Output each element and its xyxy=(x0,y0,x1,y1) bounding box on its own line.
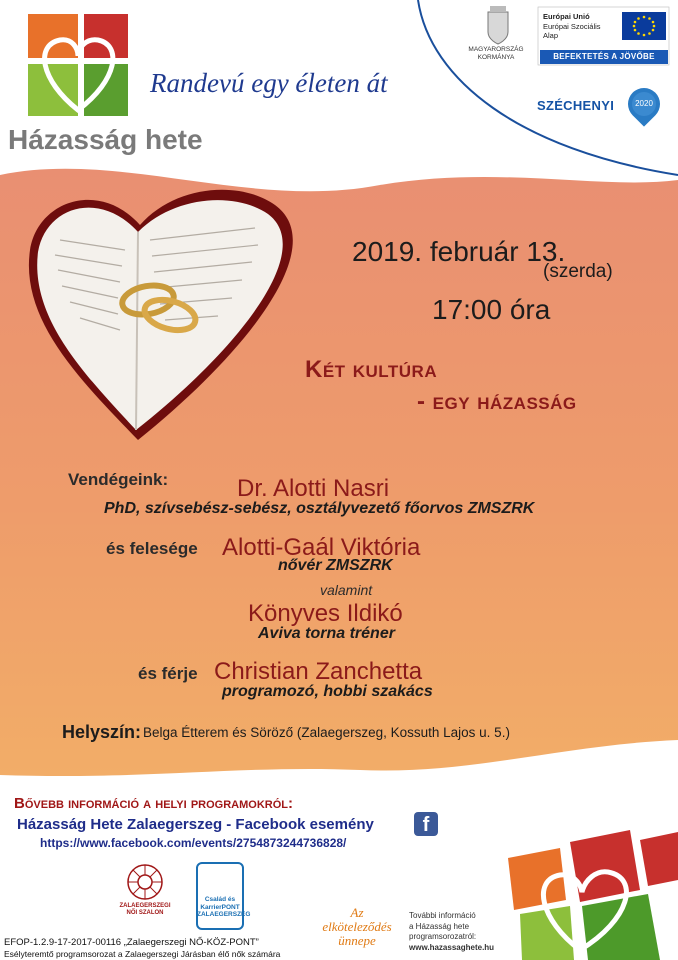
guest1-role: PhD, szívsebész-sebész, osztályvezető főorvos ZMSZRK xyxy=(104,500,535,517)
eu-banner: BEFEKTETÉS A JÖVŐBE xyxy=(540,50,668,64)
elkotelezodes-logo xyxy=(312,906,402,948)
more-info-line1: További információ xyxy=(409,911,476,920)
ck-label-line3: ZALAEGERSZEG xyxy=(197,911,251,918)
eu-text-line1: Európai Unió xyxy=(543,12,590,21)
csaladkarrier-label xyxy=(197,896,251,919)
event-title-line1: Két kultúra xyxy=(305,356,438,383)
more-info-url-link[interactable]: www.hazassaghete.hu xyxy=(409,942,495,952)
spouse2-label: és férje xyxy=(138,664,198,683)
noszalon-logo xyxy=(128,865,162,899)
coat-of-arms xyxy=(488,6,508,44)
noszalon-label xyxy=(108,903,182,917)
tagline: Randevú egy életen át xyxy=(150,68,388,98)
spouse1-label: és felesége xyxy=(106,539,198,558)
event-time: 17:00 óra xyxy=(432,294,551,325)
info-heading: Bővebb információ a helyi programokról: xyxy=(14,795,293,812)
event-date: 2019. február 13. xyxy=(352,236,566,267)
venue-label: Helyszín: xyxy=(62,722,142,742)
guest3-name: Könyves Ildikó xyxy=(248,600,403,627)
facebook-icon[interactable]: f xyxy=(414,812,438,836)
szechenyi-label: SZÉCHENYI xyxy=(537,98,615,113)
footer-heart-logo xyxy=(508,830,678,960)
eu-text-line2: Európai Szociális xyxy=(543,21,601,31)
hu-gov-label-line1: MAGYARORSZÁG xyxy=(468,46,524,53)
ck-label-line2: KarrierPONT xyxy=(200,903,240,911)
more-info-line3: programsorozatról: xyxy=(409,932,477,941)
guest4-name: Christian Zanchetta xyxy=(214,658,423,685)
event-title-line2: - egy házasság xyxy=(417,388,577,415)
ck-label-line1: Család és xyxy=(204,896,236,903)
more-info-block xyxy=(409,911,494,953)
brand-title: Házasság hete xyxy=(8,124,203,155)
guest2-role: nővér ZMSZRK xyxy=(278,557,393,574)
more-info-line2: a Házasság hete xyxy=(409,921,470,931)
venue-text: Belga Étterem és Söröző (Zalaegerszeg, Kossuth Lajos u. 5.) xyxy=(143,725,510,740)
facebook-url-link[interactable]: https://www.facebook.com/events/2754873244736828/ xyxy=(40,836,347,850)
footer-project-code: EFOP-1.2.9-17-2017-00116 „Zalaegerszegi NŐ-KÖZ-PONT” xyxy=(4,937,259,948)
event-weekday: (szerda) xyxy=(543,261,613,282)
guest2-name: Alotti-Gaál Viktória xyxy=(222,534,421,561)
hazassag-hete-logo xyxy=(28,14,128,116)
eu-fund-text xyxy=(543,12,618,41)
hu-gov-label-line2: KORMÁNYA xyxy=(477,54,515,61)
connector-text: valamint xyxy=(320,582,373,598)
eu-flag-icon xyxy=(622,12,666,40)
alln-line1: Az xyxy=(350,905,364,920)
noszalon-label-line1: ZALAEGERSZEGI xyxy=(119,903,171,909)
guest4-role: programozó, hobbi szakács xyxy=(222,683,433,700)
eu-text-line3: Alap xyxy=(543,31,559,40)
guest3-role: Aviva torna tréner xyxy=(258,625,395,642)
alln-line2: elköteleződés xyxy=(322,919,392,934)
guest1-name: Dr. Alotti Nasri xyxy=(237,475,390,502)
noszalon-label-line2: NŐI SZALON xyxy=(126,910,164,916)
facebook-event-link[interactable]: Házasság Hete Zalaegerszeg - Facebook esemény xyxy=(17,816,374,833)
hu-government-label xyxy=(466,46,526,62)
guests-label: Vendégeink: xyxy=(68,470,169,489)
szechenyi-year: 2020 xyxy=(632,92,656,116)
footer-project-desc: Esélyteremtő programsorozat a Zalaegerszegi Járásban élő nők számára xyxy=(4,949,281,959)
alln-line3: ünnepe xyxy=(338,933,376,948)
